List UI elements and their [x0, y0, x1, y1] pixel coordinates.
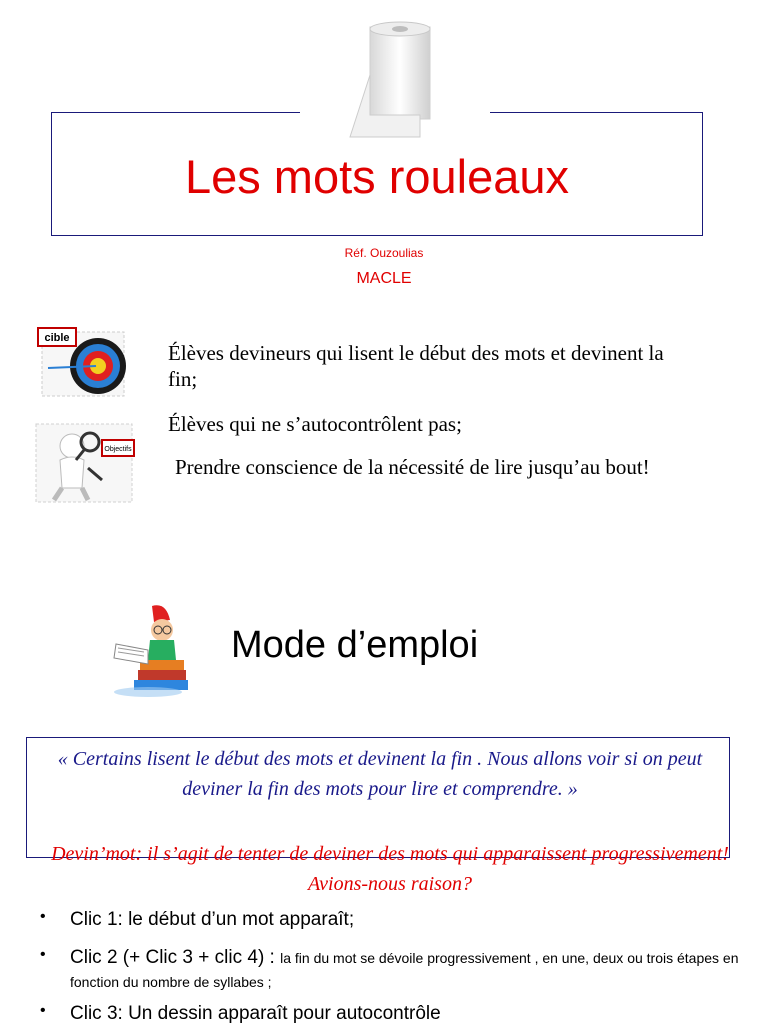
macle-label: MACLE — [356, 270, 412, 287]
bullet-small-text: la fin du mot se dévoile progressivement , en une, deux ou trois étapes en fonction du nombre de syllabes ; — [70, 950, 739, 990]
page-title: Les mots rouleaux — [184, 150, 570, 203]
bullet-text: Clic 1: le début d’un mot apparaît; — [70, 909, 355, 930]
search-icon-label: Objectifs — [104, 446, 132, 453]
mode-heading: Mode d’emploi — [231, 624, 479, 666]
target-icon-label: cible — [44, 332, 70, 344]
bullet-dot: • — [40, 946, 46, 963]
reading-gnome-image — [108, 600, 200, 700]
reference-text: Réf. Ouzoulias — [344, 246, 424, 260]
target-icon — [34, 322, 130, 400]
objective-3: Prendre conscience de la nécessité de lire jusqu’au bout! — [175, 455, 650, 479]
bullet-text: Clic 3: Un dessin apparaît pour autocontrôle — [70, 1003, 441, 1024]
paper-roll-image — [300, 15, 490, 145]
quote-text: « Certains lisent le début des mots et devinent la fin . Nous allons voir si on peut deviner la fin des mots pour lire et comprendre. » — [57, 748, 703, 800]
bullet-dot: • — [40, 1002, 46, 1019]
devinmot-text: Devin’mot: il s’agit de tenter de deviner des mots qui apparaissent progressivement! Avions-nous raison? — [51, 843, 729, 895]
magnifier-person-icon — [32, 420, 136, 506]
bullet-text — [70, 946, 750, 994]
objective-1: Élèves devineurs qui lisent le début des mots et devinent la fin; — [168, 341, 664, 391]
bullet-main-text: Clic 2 (+ Clic 3 + clic 4) : — [70, 947, 281, 968]
objective-2: Élèves qui ne s’autocontrôlent pas; — [168, 412, 462, 436]
bullet-dot: • — [40, 908, 46, 925]
